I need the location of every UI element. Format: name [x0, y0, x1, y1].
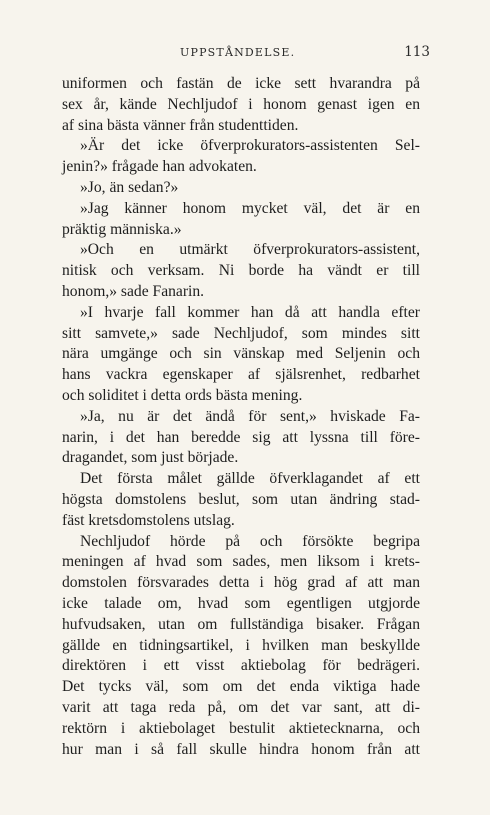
text-line: varit att taga reda på, om det var sant, att di-: [62, 698, 420, 716]
text-line: gällde en tidningsartikel, i hvilken man beskyllde: [62, 636, 420, 654]
text-line: Det första målet gällde öfverklagandet af ett: [80, 470, 420, 488]
text-line: rektörn i aktiebolaget bestulit aktietecknarna, och: [62, 719, 420, 737]
text-line: icke talade om, hvad som egentligen utgjorde: [62, 594, 420, 612]
running-head: UPPSTÅNDELSE.: [180, 46, 296, 59]
text-line: »Jo, än sedan?»: [80, 178, 179, 196]
text-line: »Jag känner honom mycket väl, det är en: [80, 199, 420, 217]
text-line: hans vackra egenskaper af själsrenhet, redbarhet: [62, 366, 420, 384]
text-line: »Ja, nu är det ändå för sent,» hviskade Fa-: [80, 407, 420, 425]
body-text: [62, 74, 420, 760]
text-line: honom,» sade Fanarin.: [62, 282, 205, 300]
text-line: uniformen och fastän de icke sett hvarandra på: [62, 75, 420, 92]
text-line: af sina bästa vänner från studenttiden.: [62, 116, 299, 134]
text-line: Det tycks väl, som om det enda viktiga hade: [62, 678, 420, 696]
text-line: »I hvarje fall kommer han då att handla efter: [80, 303, 420, 321]
page-header: [62, 44, 430, 64]
text-line: hur man i så fall skulle hindra honom från att: [62, 740, 420, 758]
text-line: »Och en utmärkt öfverprokurators-assistent,: [80, 241, 420, 259]
text-line: dragandet, som just började.: [62, 449, 239, 467]
text-line: präktig människa.»: [62, 220, 182, 238]
text-line: hufvudsaken, utan om fullständiga bisaker. Frågan: [62, 615, 420, 633]
text-line: högsta domstolens beslut, som utan ändring stad-: [62, 490, 420, 508]
text-line: nitisk och verksam. Ni borde ha vändt er till: [62, 262, 420, 280]
text-line: och soliditet i detta ords bästa mening.: [62, 386, 303, 404]
text-line: fäst kretsdomstolens utslag.: [62, 511, 235, 529]
text-line: meningen af hvad som sades, men liksom i krets-: [62, 553, 420, 571]
text-line: »Är det icke öfverprokurators-assistenten Sel-: [80, 137, 420, 155]
text-line: direktören i ett visst aktiebolag för bedrägeri.: [62, 657, 420, 675]
text-line: domstolen försvarades detta i hög grad af att man: [62, 574, 420, 592]
text-line: nära umgänge och sin vänskap med Seljenin och: [62, 345, 420, 363]
text-line: sex år, kände Nechljudof i honom genast igen en: [62, 95, 420, 113]
text-line: narin, i det han beredde sig att lyssna till före-: [62, 428, 420, 446]
text-line: jenin?» frågade han advokaten.: [62, 158, 257, 176]
text-line: sitt samvete,» sade Nechljudof, som mindes sitt: [62, 324, 420, 342]
text-line: Nechljudof hörde på och försökte begripa: [80, 532, 420, 550]
page-number: 113: [404, 44, 430, 60]
